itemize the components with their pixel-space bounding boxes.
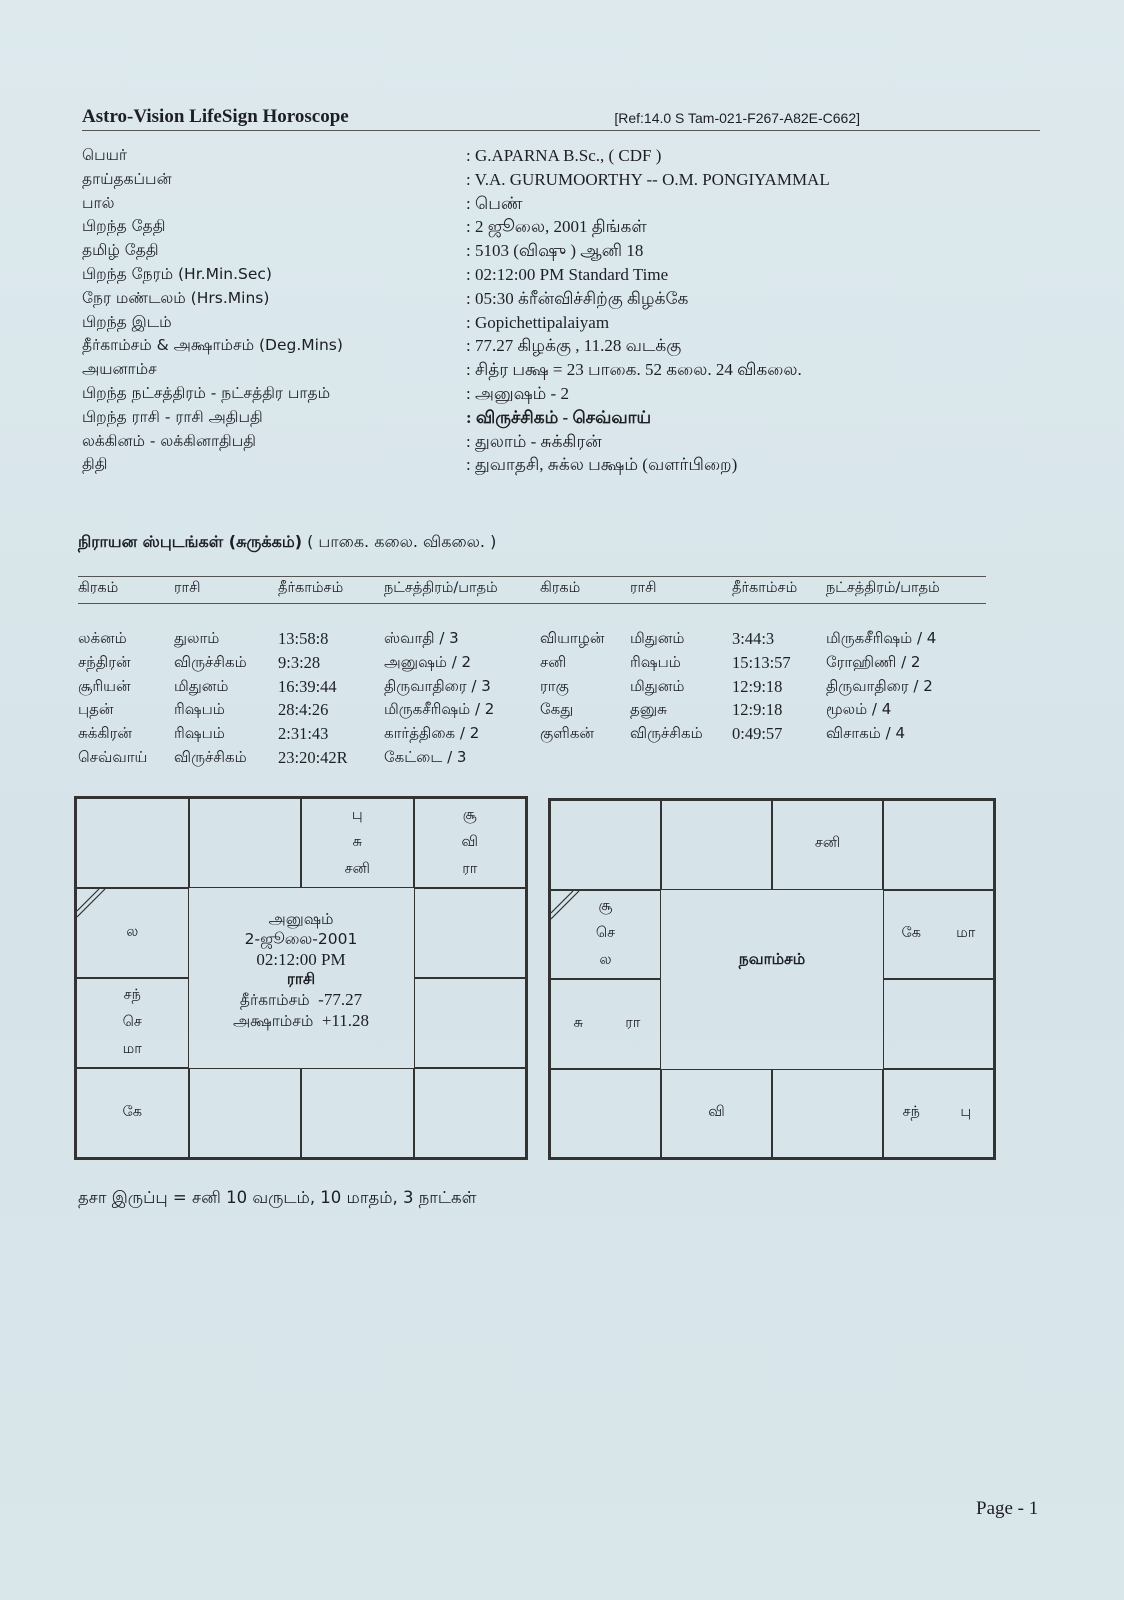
table-cell: கார்த்திகை / 2 (384, 724, 480, 743)
table-cell: 23:20:42R (278, 747, 348, 767)
detail-row (82, 146, 1042, 170)
rasi-date: 2-ஜூலை-2001 (244, 930, 358, 948)
table-cell: விருச்சிகம் (174, 652, 247, 671)
rasi-chart-house (76, 798, 189, 888)
detail-row (82, 194, 1042, 218)
detail-value: : அனுஷம் - 2 (466, 383, 569, 403)
table-cell: ராகு (540, 676, 569, 695)
report-title: Astro-Vision LifeSign Horoscope (82, 106, 349, 127)
table-cell: செவ்வாய் (78, 747, 148, 766)
detail-value: : 2 ஜூலை, 2001 திங்கள் (466, 217, 647, 237)
column-header: நட்சத்திரம்/பாதம் (384, 580, 498, 596)
rasi-chart-house (414, 798, 527, 888)
table-cell: சந்திரன் (78, 652, 131, 671)
column-header: ராசி (174, 580, 201, 596)
rasi-chart-title: ராசி (286, 970, 316, 988)
detail-row (82, 384, 1042, 408)
table-cell: சுக்கிரன் (78, 724, 132, 743)
table-cell: புதன் (78, 700, 114, 719)
section-title (78, 532, 496, 553)
latitude-label: அக்ஷாம்சம் (232, 1012, 314, 1030)
detail-label: அயனாம்ச (82, 360, 157, 379)
detail-value: : விருச்சிகம் - செவ்வாய் (466, 407, 652, 427)
rasi-chart-house (414, 978, 527, 1068)
detail-row (82, 360, 1042, 384)
detail-label: பிறந்த நேரம் (Hr.Min.Sec) (82, 264, 272, 283)
planet-abbr: சூ (598, 897, 613, 914)
planet-abbr: கே (901, 925, 922, 942)
detail-label: லக்கினம் - லக்கினாதிபதி (82, 431, 256, 450)
table-cell: மிதுனம் (174, 676, 229, 695)
detail-value: : V.A. GURUMOORTHY -- O.M. PONGIYAMMAL (466, 169, 830, 189)
column-header: கிரகம் (540, 580, 581, 596)
planet-abbr: ல (599, 951, 612, 968)
table-cell: ரிஷபம் (630, 652, 681, 671)
section-title-bold: நிராயன ஸ்புடங்கள் (சுருக்கம்) (78, 532, 302, 551)
planet-abbr: கே (122, 1103, 143, 1120)
planet-abbr: வி (708, 1103, 725, 1120)
rasi-chart-center (188, 910, 414, 1046)
planet-abbr: பு (960, 1104, 972, 1121)
birth-details (82, 146, 1042, 479)
rasi-chart (74, 796, 528, 1160)
table-row (78, 697, 986, 721)
rasi-star: அனுஷம் (268, 910, 334, 928)
detail-value: : 02:12:00 PM Standard Time (466, 264, 669, 284)
table-cell: குளிகன் (540, 724, 594, 743)
detail-label: பிறந்த தேதி (82, 217, 166, 236)
detail-label: தமிழ் தேதி (82, 241, 159, 260)
table-cell: அனுஷம் / 2 (384, 652, 472, 671)
lagna-marker (551, 891, 581, 921)
table-cell: லக்னம் (78, 629, 127, 647)
table-cell: மிதுனம் (630, 629, 685, 647)
table-cell: கேது (540, 700, 574, 719)
detail-label: பெயர் (82, 146, 127, 164)
detail-label: நேர மண்டலம் (Hrs.Mins) (82, 288, 270, 307)
rasi-chart-house (414, 1068, 527, 1158)
table-cell: துலாம் (174, 629, 220, 647)
navamsa-chart-house (772, 1069, 883, 1159)
rasi-chart-house (76, 978, 189, 1068)
detail-row (82, 336, 1042, 360)
table-cell: திருவாதிரை / 3 (384, 676, 491, 695)
planet-abbr: சு (352, 833, 362, 850)
navamsa-chart (548, 798, 996, 1160)
detail-label: பிறந்த ராசி - ராசி அதிபதி (82, 407, 263, 426)
table-cell: சூரியன் (78, 676, 131, 695)
detail-value: : துலாம் - சுக்கிரன் (466, 431, 602, 451)
table-cell: வியாழன் (540, 629, 605, 647)
detail-label: பிறந்த நட்சத்திரம் - நட்சத்திர பாதம் (82, 383, 331, 402)
planet-abbr: ல (126, 923, 139, 940)
lagna-marker (77, 889, 107, 919)
table-cell: கேட்டை / 3 (384, 747, 467, 766)
table-cell: 13:58:8 (278, 629, 329, 648)
detail-value: : 05:30 க்ரீன்விச்சிற்கு கிழக்கே (466, 288, 689, 308)
detail-value: : துவாதசி, சுக்ல பக்ஷம் (வளர்பிறை) (466, 455, 738, 475)
table-cell: 3:44:3 (732, 629, 775, 648)
dasa-balance: தசா இருப்பு = சனி 10 வருடம், 10 மாதம், 3 நாட்கள் (78, 1188, 477, 1207)
navamsa-chart-house (883, 979, 994, 1069)
table-cell: தனுசு (630, 700, 667, 719)
table-cell: 0:49:57 (732, 724, 783, 744)
detail-row (82, 265, 1042, 289)
table-row (78, 626, 986, 650)
navamsa-chart-house (550, 890, 661, 980)
planet-table-body (78, 626, 986, 769)
planet-abbr: வி (461, 833, 478, 850)
planet-abbr: செ (122, 1013, 142, 1030)
navamsa-chart-center (661, 950, 883, 990)
navamsa-chart-house (772, 800, 883, 890)
table-cell: 16:39:44 (278, 676, 337, 696)
table-cell: 12:9:18 (732, 676, 783, 696)
longitude-label: தீர்காம்சம் (239, 991, 310, 1009)
rasi-chart-house (76, 888, 189, 978)
table-row (78, 674, 986, 698)
column-header: ராசி (630, 580, 657, 596)
page-number: Page - 1 (976, 1498, 1039, 1519)
table-cell: விருச்சிகம் (174, 747, 247, 766)
table-cell: 2:31:43 (278, 724, 329, 744)
table-row (78, 650, 986, 674)
planet-abbr: செ (595, 924, 616, 941)
navamsa-chart-title: நவாம்சம் (738, 950, 806, 968)
detail-value: : G.APARNA B.Sc., ( CDF ) (466, 146, 662, 165)
planet-abbr: மா (122, 1040, 142, 1057)
table-cell: மூலம் / 4 (826, 700, 892, 719)
detail-row (82, 289, 1042, 313)
table-cell: திருவாதிரை / 2 (826, 676, 933, 695)
column-header: தீர்காம்சம் (732, 580, 798, 596)
column-header: கிரகம் (78, 580, 119, 596)
detail-value: : 77.27 கிழக்கு , 11.28 வடக்கு (466, 336, 682, 356)
detail-value: : Gopichettipalaiyam (466, 312, 610, 332)
planet-abbr: ரா (625, 1014, 641, 1031)
table-cell: விசாகம் / 4 (826, 724, 906, 743)
detail-row (82, 432, 1042, 456)
planet-abbr: சு (573, 1014, 583, 1031)
planet-abbr: பு (351, 806, 363, 823)
navamsa-chart-house (550, 1069, 661, 1159)
detail-row (82, 408, 1042, 432)
table-cell: ரிஷபம் (174, 700, 225, 719)
rasi-chart-house (189, 798, 302, 888)
table-cell: மிதுனம் (630, 676, 685, 695)
detail-label: தாய்தகப்பன் (82, 169, 172, 188)
planet-abbr: சனி (814, 835, 841, 852)
planet-abbr: ரா (462, 860, 478, 877)
navamsa-chart-house (883, 890, 994, 980)
detail-row (82, 313, 1042, 337)
table-cell: மிருகசீரிஷம் / 4 (826, 629, 937, 647)
planet-abbr: சந் (902, 1104, 920, 1121)
planet-abbr: சூ (462, 806, 477, 823)
navamsa-chart-house (661, 800, 772, 890)
planet-abbr: மா (956, 925, 976, 942)
detail-row (82, 455, 1042, 479)
navamsa-chart-house (883, 800, 994, 890)
table-row (78, 745, 986, 769)
planet-table-header (78, 576, 986, 604)
navamsa-chart-house (661, 1069, 772, 1159)
detail-value: : பெண் (466, 193, 523, 213)
table-cell: 28:4:26 (278, 700, 329, 720)
planet-abbr: சந் (123, 986, 141, 1003)
latitude-value: +11.28 (321, 1011, 370, 1030)
detail-row (82, 241, 1042, 265)
table-row (78, 721, 986, 745)
longitude-value: -77.27 (318, 990, 363, 1009)
detail-label: பிறந்த இடம் (82, 312, 172, 331)
navamsa-chart-house (550, 979, 661, 1069)
planet-abbr: சனி (344, 860, 370, 877)
detail-value: : 5103 (விஷு ) ஆனி 18 (466, 241, 644, 261)
detail-label: தீர்காம்சம் & அக்ஷாம்சம் (Deg.Mins) (82, 336, 343, 355)
rasi-chart-house (414, 888, 527, 978)
table-cell: விருச்சிகம் (630, 724, 703, 743)
table-cell: 15:13:57 (732, 652, 791, 672)
detail-row (82, 170, 1042, 194)
table-cell: 12:9:18 (732, 700, 783, 720)
rasi-chart-house (76, 1068, 189, 1158)
table-cell: மிருகசீரிஷம் / 2 (384, 700, 495, 719)
detail-label: பால் (82, 193, 115, 212)
table-cell: ரிஷபம் (174, 724, 225, 743)
column-header: நட்சத்திரம்/பாதம் (826, 580, 940, 596)
column-header: தீர்காம்சம் (278, 580, 344, 596)
navamsa-chart-house (883, 1069, 994, 1159)
section-title-units: ( பாகை. கலை. விகலை. ) (302, 532, 497, 551)
navamsa-chart-house (550, 800, 661, 890)
reference-code: [Ref:14.0 S Tam-021-F267-A82E-C662] (614, 110, 860, 126)
rasi-chart-house (301, 1068, 414, 1158)
planet-table (78, 576, 986, 767)
rasi-chart-house (301, 798, 414, 888)
detail-label: திதி (82, 455, 108, 474)
table-cell: சனி (540, 652, 567, 671)
rasi-chart-house (189, 1068, 302, 1158)
table-cell: 9:3:28 (278, 652, 321, 672)
rasi-time: 02:12:00 PM (256, 950, 346, 969)
table-cell: ரோஹிணி / 2 (826, 652, 921, 671)
detail-value: : சித்ர பக்ஷ = 23 பாகை. 52 கலை. 24 விகலை. (466, 360, 802, 380)
page-header (82, 104, 1040, 131)
detail-row (82, 217, 1042, 241)
table-cell: ஸ்வாதி / 3 (384, 629, 459, 647)
